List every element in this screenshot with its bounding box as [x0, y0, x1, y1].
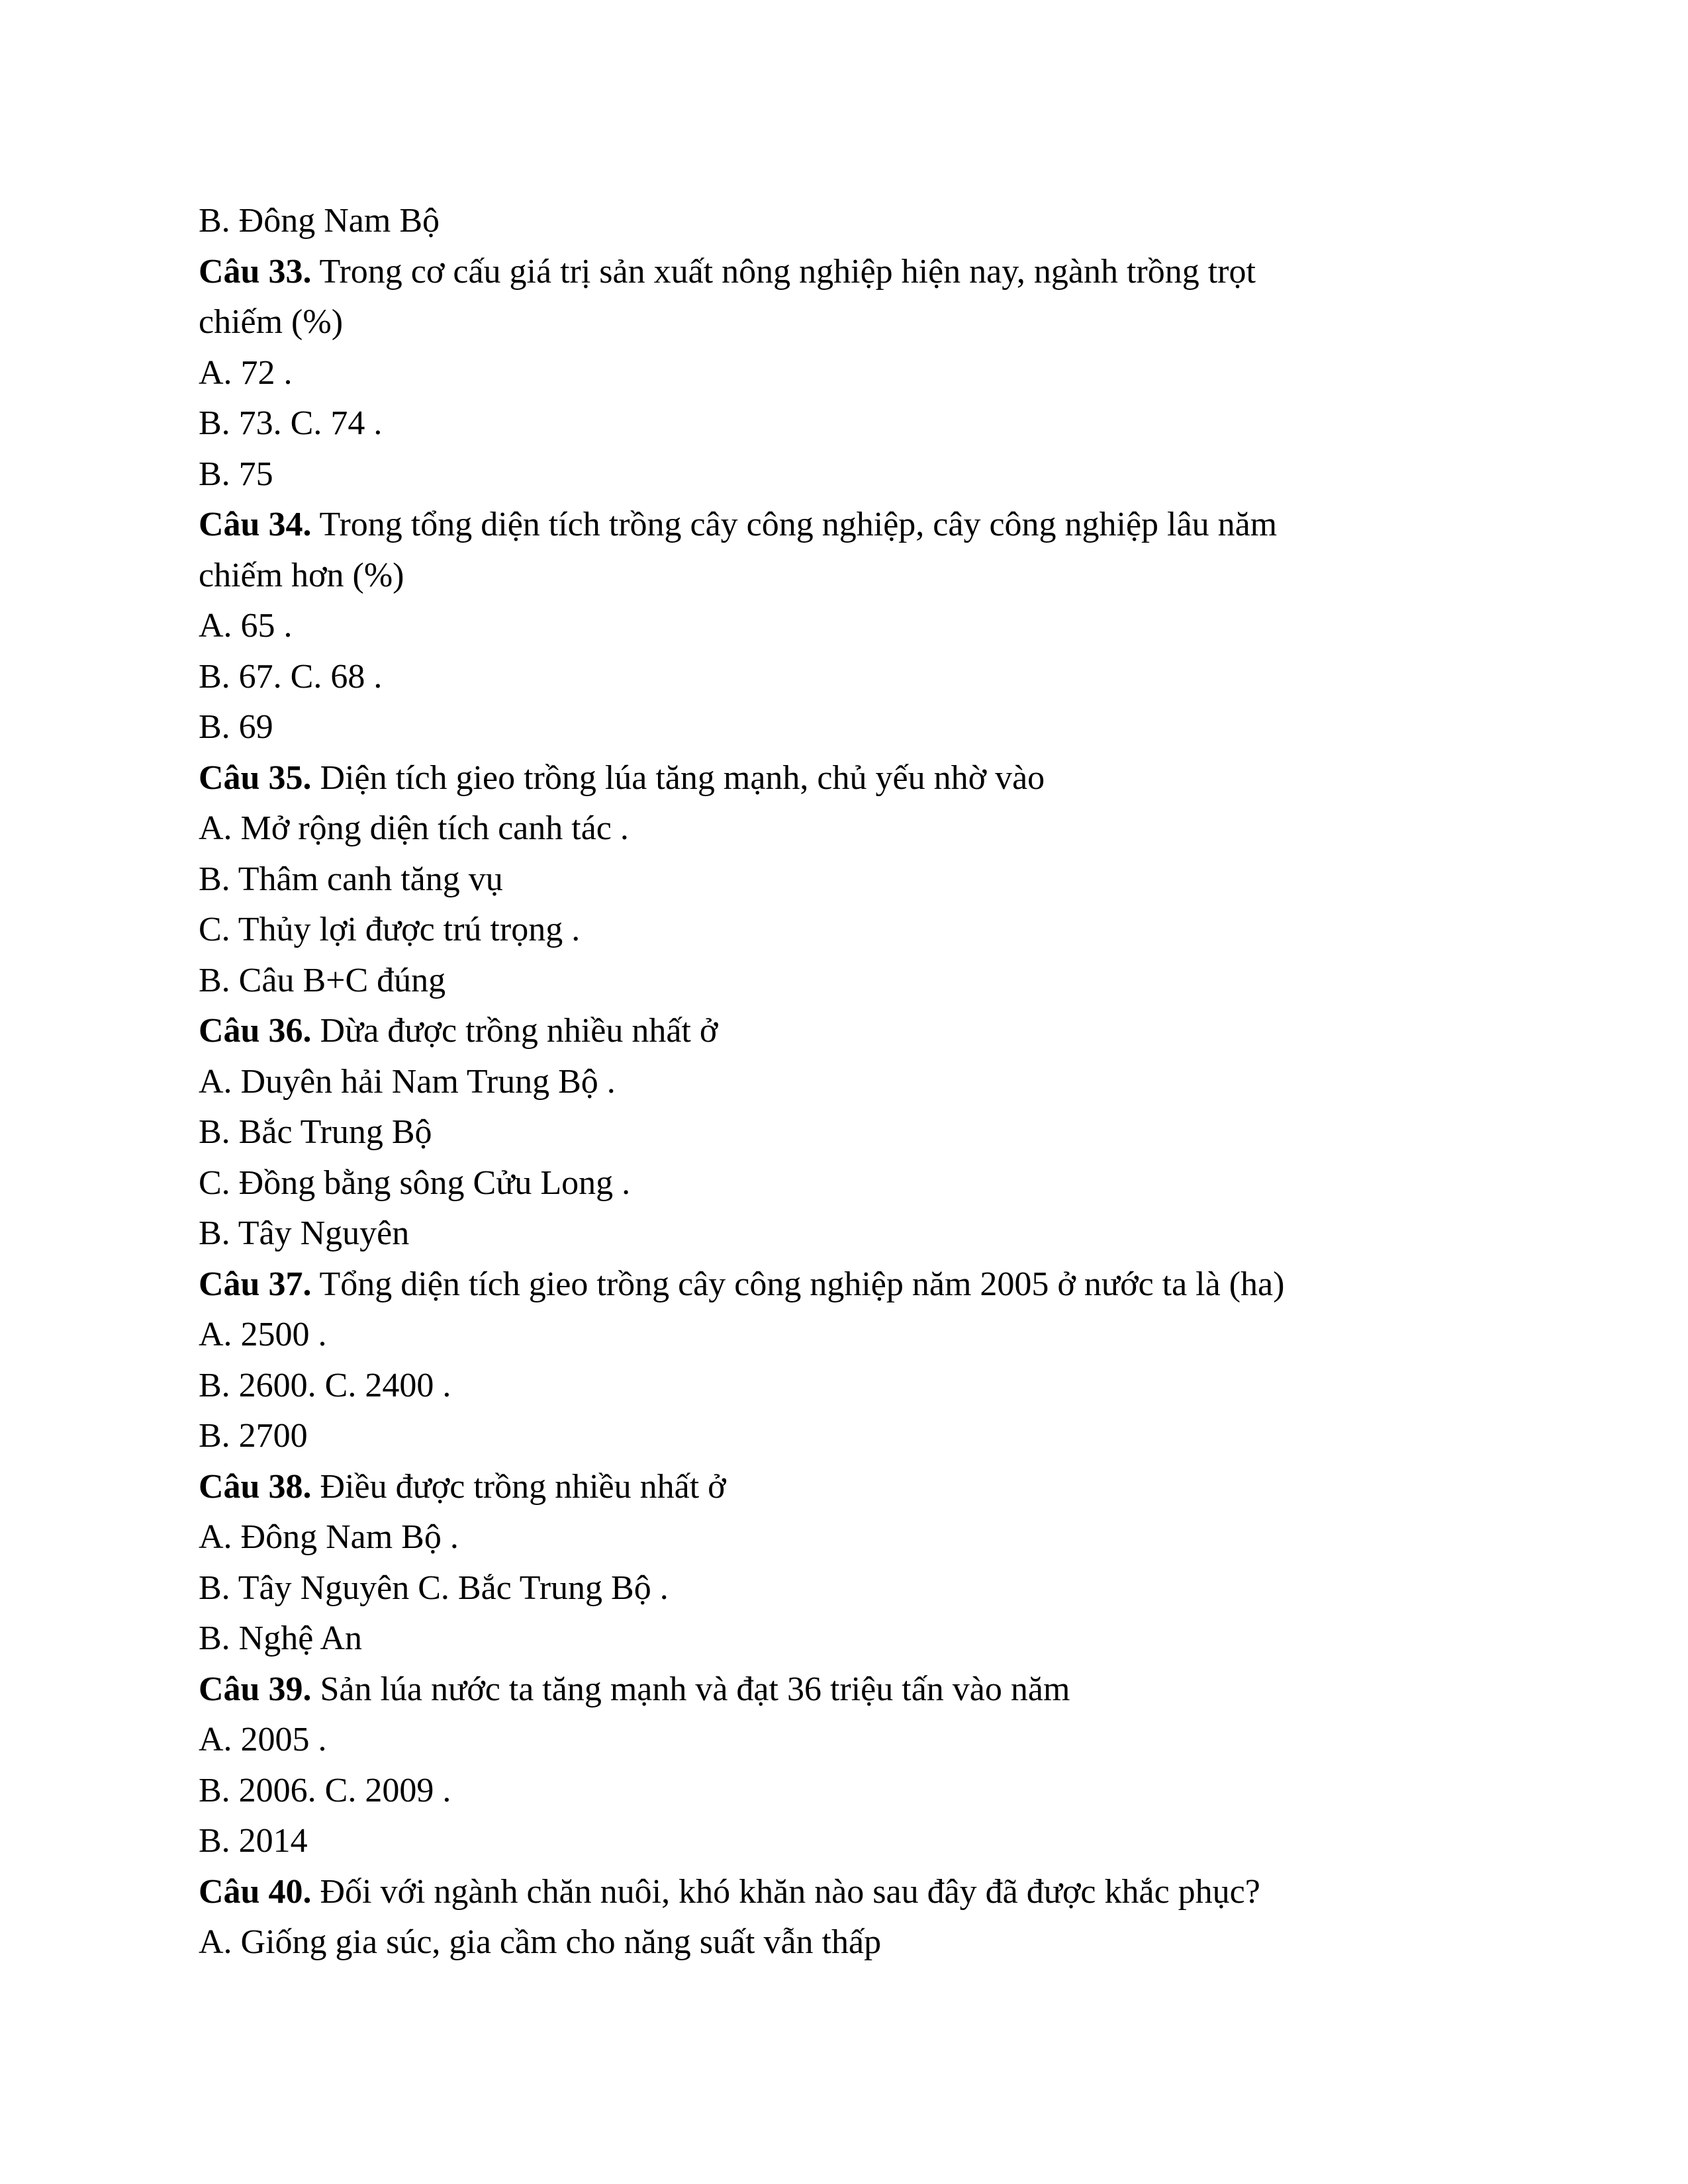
text-line: B. Tây Nguyên C. Bắc Trung Bộ .	[199, 1569, 669, 1607]
text-line: A. 72 .	[199, 353, 293, 392]
document-page	[199, 196, 1509, 1968]
question-line	[199, 500, 1509, 551]
text-line: B. 2700	[199, 1417, 308, 1455]
question-text: Sản lúa nước ta tăng mạnh và đạt 36 triệu tấn vào năm	[311, 1670, 1070, 1708]
question-line	[199, 1867, 1509, 1918]
text-line: B. Câu B+C đúng	[199, 961, 446, 999]
question-number: Câu 40.	[199, 1872, 312, 1911]
text-line: A. Duyên hải Nam Trung Bộ .	[199, 1062, 616, 1101]
text-line: B. 75	[199, 455, 273, 493]
text-line: chiếm hơn (%)	[199, 556, 404, 594]
question-text: Trong cơ cấu giá trị sản xuất nông nghiệp hiện nay, ngành trồng trọt	[311, 252, 1256, 291]
text-line: B. Thâm canh tăng vụ	[199, 860, 503, 898]
question-number: Câu 37.	[199, 1265, 312, 1303]
question-text: Tổng diện tích gieo trồng cây công nghiệp năm 2005 ở nước ta là (ha)	[311, 1265, 1285, 1303]
question-line	[199, 1006, 1509, 1057]
question-number: Câu 38.	[199, 1467, 312, 1506]
text-line: chiếm (%)	[199, 303, 344, 341]
question-number: Câu 34.	[199, 506, 312, 543]
text-line: B. 2600. C. 2400 .	[199, 1366, 451, 1404]
text-line: B. Bắc Trung Bộ	[199, 1113, 432, 1151]
question-line	[199, 1462, 1509, 1513]
question-line	[199, 753, 1509, 804]
text-line: B. Tây Nguyên	[199, 1214, 410, 1252]
text-line: A. Mở rộng diện tích canh tác .	[199, 809, 629, 847]
text-line: B. Đông Nam Bộ	[199, 202, 440, 240]
question-text: Đối với ngành chăn nuôi, khó khăn nào sau đây đã được khắc phục?	[311, 1872, 1260, 1911]
text-line: B. Nghệ An	[199, 1619, 362, 1657]
question-number: Câu 33.	[199, 252, 312, 291]
text-line: B. 69	[199, 708, 273, 746]
question-line	[199, 1259, 1509, 1310]
question-number: Câu 35.	[199, 758, 312, 797]
question-line	[199, 247, 1509, 298]
question-text: Điều được trồng nhiều nhất ở	[311, 1467, 726, 1506]
text-line: A. Giống gia súc, gia cầm cho năng suất vẫn thấp	[199, 1923, 882, 1961]
text-line: B. 2006. C. 2009 .	[199, 1771, 451, 1809]
question-line	[199, 1664, 1509, 1715]
text-line: B. 2014	[199, 1822, 308, 1860]
question-text: Trong tổng diện tích trồng cây công nghiệp, cây công nghiệp lâu năm	[311, 506, 1278, 543]
text-line: C. Thủy lợi được trú trọng .	[199, 911, 581, 948]
question-text: Diện tích gieo trồng lúa tăng mạnh, chủ yếu nhờ vào	[311, 758, 1045, 797]
question-text: Dừa được trồng nhiều nhất ở	[311, 1012, 718, 1050]
text-line: B. 73. C. 74 .	[199, 404, 383, 442]
text-line: A. Đông Nam Bộ .	[199, 1518, 459, 1556]
text-line: C. Đồng bằng sông Cửu Long .	[199, 1163, 631, 1202]
text-line: B. 67. C. 68 .	[199, 657, 383, 696]
text-line: A. 2005 .	[199, 1721, 327, 1758]
question-number: Câu 36.	[199, 1012, 312, 1050]
question-number: Câu 39.	[199, 1670, 312, 1708]
text-line: A. 2500 .	[199, 1316, 327, 1353]
text-line: A. 65 .	[199, 607, 293, 645]
